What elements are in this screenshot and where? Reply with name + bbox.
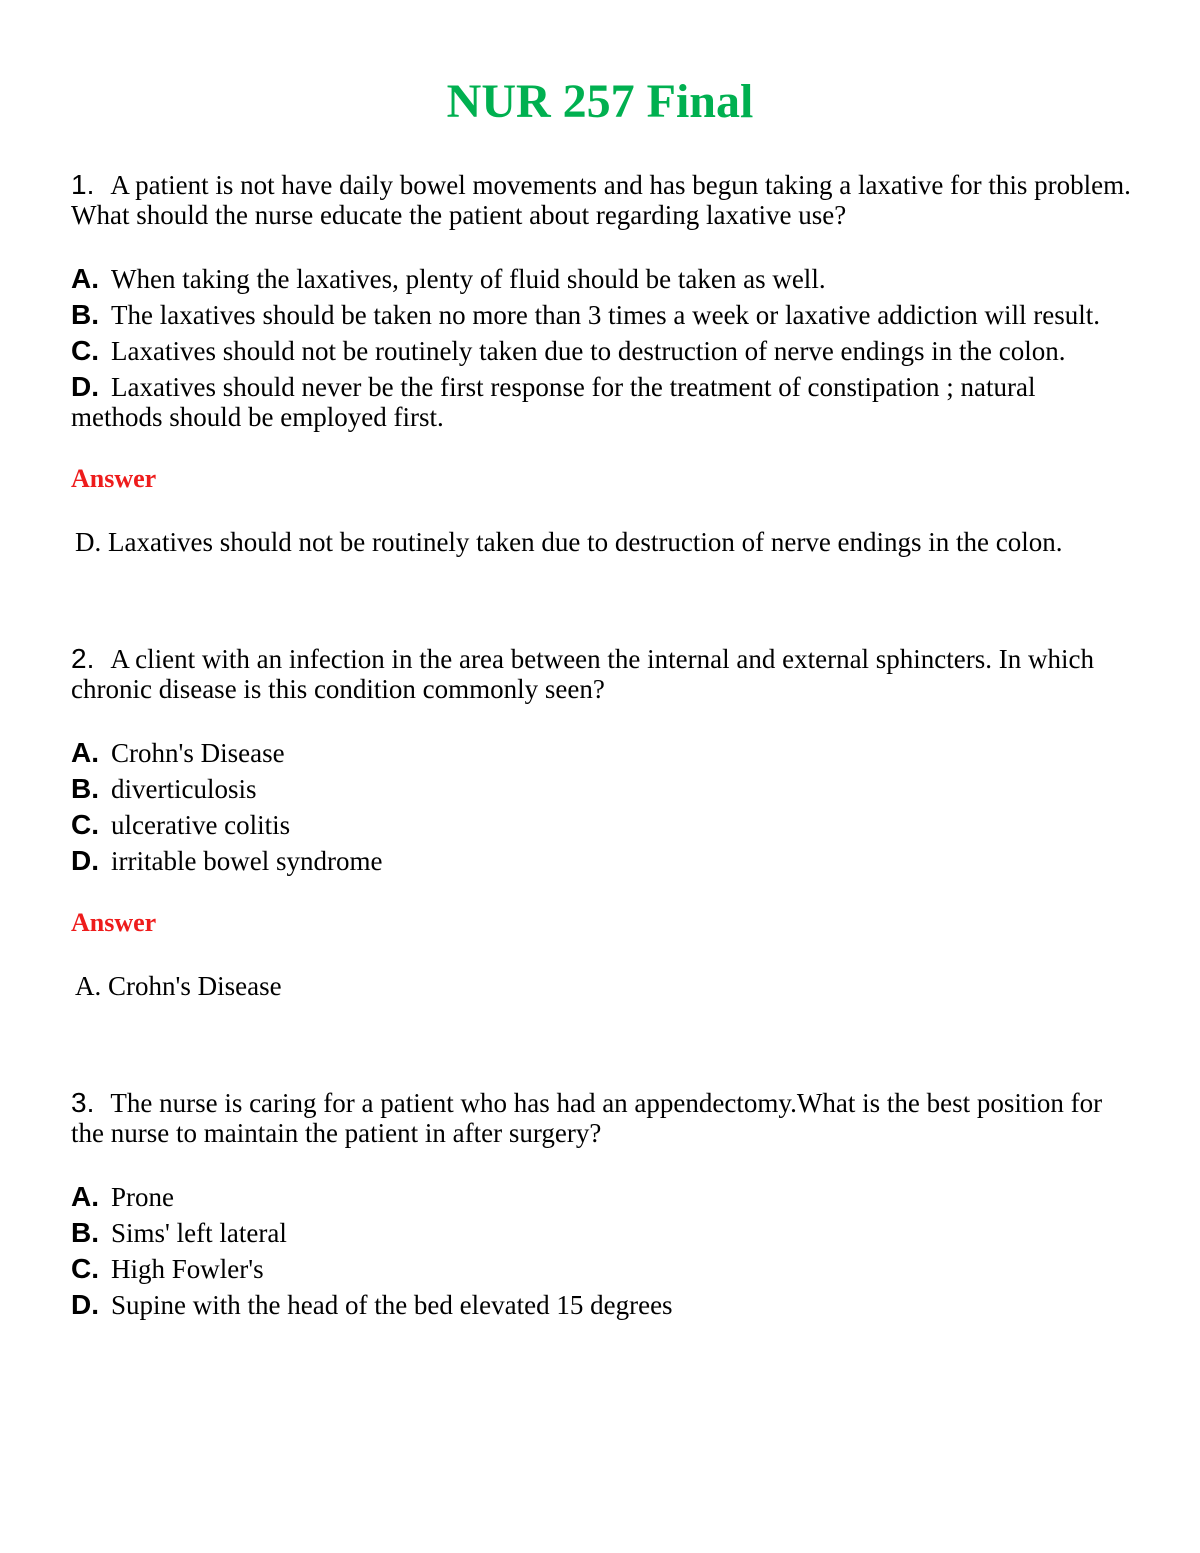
option-a — [71, 735, 1131, 771]
option-c — [71, 807, 1131, 843]
question-1-options — [71, 261, 1131, 432]
option-text: Laxatives should never be the first response for the treatment of constipation ; natural methods should be employed first. — [71, 372, 1036, 432]
question-3-stem — [71, 1088, 1131, 1148]
option-letter: C. — [71, 1253, 99, 1284]
option-a — [71, 261, 1131, 297]
question-3 — [71, 1088, 1131, 1148]
page-title: NUR 257 Final — [446, 75, 754, 128]
option-text: High Fowler's — [111, 1254, 264, 1284]
question-1 — [71, 170, 1131, 230]
question-text: A patient is not have daily bowel movements and has begun taking a laxative for this problem. What should the nurse educate the patient about regarding laxative use? — [71, 170, 1131, 230]
option-letter: A. — [71, 1181, 99, 1212]
question-1-stem — [71, 170, 1131, 230]
question-number: 1. — [71, 169, 95, 200]
question-2 — [71, 644, 1131, 704]
answer-text: A. Crohn's Disease — [75, 971, 282, 1001]
option-text: irritable bowel syndrome — [111, 846, 383, 876]
question-2-options — [71, 735, 1131, 879]
answer-label: Answer — [71, 464, 157, 493]
option-d — [71, 843, 1131, 879]
question-text: The nurse is caring for a patient who has had an appendectomy.What is the best position for the nurse to maintain the patient in after surgery? — [71, 1088, 1103, 1148]
option-text: Crohn's Disease — [111, 738, 285, 768]
option-text: Supine with the head of the bed elevated 15 degrees — [111, 1290, 673, 1320]
option-text: When taking the laxatives, plenty of fluid should be taken as well. — [111, 264, 826, 294]
question-3-options — [71, 1179, 1131, 1323]
option-text: The laxatives should be taken no more than 3 times a week or laxative addiction will result. — [111, 300, 1100, 330]
option-letter: A. — [71, 737, 99, 768]
option-d — [71, 1287, 1131, 1323]
option-text: Laxatives should not be routinely taken due to destruction of nerve endings in the colon. — [111, 336, 1066, 366]
question-text: A client with an infection in the area between the internal and external sphincters. In which chronic disease is this condition commonly seen? — [71, 644, 1095, 704]
answer-label: Answer — [71, 908, 157, 937]
option-text: ulcerative colitis — [111, 810, 291, 840]
option-letter: B. — [71, 299, 99, 330]
question-number: 2. — [71, 643, 95, 674]
option-letter: B. — [71, 1217, 99, 1248]
option-d — [71, 372, 1131, 432]
option-a — [71, 1179, 1131, 1215]
option-b — [71, 297, 1131, 333]
option-text: diverticulosis — [111, 774, 257, 804]
option-letter: D. — [71, 845, 99, 876]
option-b — [71, 1215, 1131, 1251]
option-letter: C. — [71, 335, 99, 366]
option-b — [71, 771, 1131, 807]
option-text: Prone — [111, 1182, 174, 1212]
option-text: Sims' left lateral — [111, 1218, 287, 1248]
option-c — [71, 1251, 1131, 1287]
question-number: 3. — [71, 1087, 95, 1118]
option-letter: C. — [71, 809, 99, 840]
option-letter: A. — [71, 263, 99, 294]
option-letter: D. — [71, 1289, 99, 1320]
answer-text: D. Laxatives should not be routinely taken due to destruction of nerve endings in the colon. — [75, 527, 1063, 557]
question-2-stem — [71, 644, 1131, 704]
option-letter: B. — [71, 773, 99, 804]
option-c — [71, 333, 1131, 369]
option-letter: D. — [71, 371, 99, 402]
